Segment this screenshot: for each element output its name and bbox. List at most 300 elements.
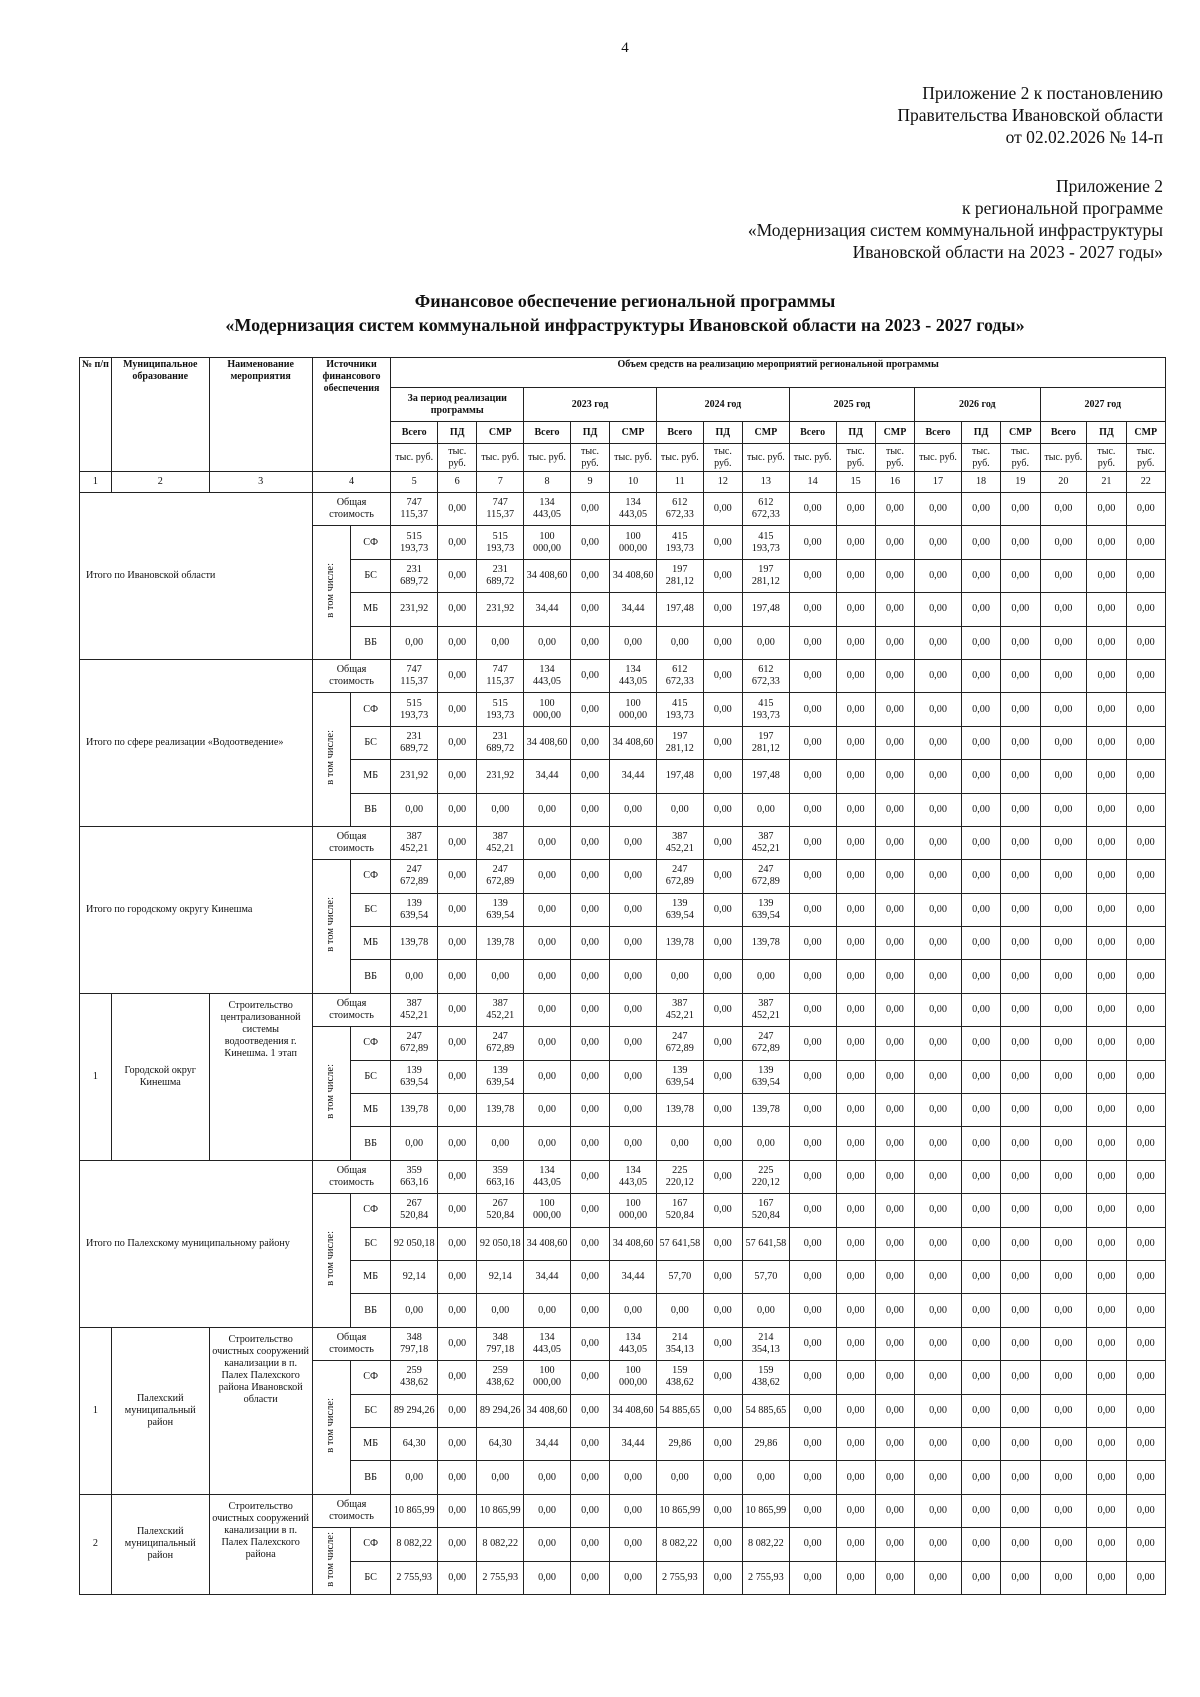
value-cell: 0,00 — [1040, 659, 1087, 692]
value-cell: 0,00 — [524, 1294, 571, 1327]
row-number: 1 — [80, 993, 112, 1160]
value-cell: 0,00 — [1040, 960, 1087, 993]
header-sub: Всего — [524, 422, 571, 444]
value-cell: 0,00 — [875, 1528, 914, 1561]
value-cell: 0,00 — [961, 559, 1000, 592]
value-cell: 0,00 — [1126, 526, 1165, 559]
value-cell: 0,00 — [1087, 726, 1126, 759]
value-cell: 0,00 — [656, 960, 703, 993]
value-cell: 0,00 — [1126, 1160, 1165, 1193]
value-cell: 0,00 — [743, 1294, 790, 1327]
value-cell: 0,00 — [656, 1461, 703, 1494]
header-sub: СМР — [477, 422, 524, 444]
value-cell: 0,00 — [836, 626, 875, 659]
value-cell: 197,48 — [743, 760, 790, 793]
source-label: СФ — [350, 1194, 390, 1227]
header-sub: Всего — [391, 422, 438, 444]
value-cell: 0,00 — [1087, 526, 1126, 559]
value-cell: 0,00 — [703, 1461, 742, 1494]
value-cell: 0,00 — [438, 793, 477, 826]
value-cell: 92,14 — [477, 1260, 524, 1293]
value-cell: 0,00 — [1001, 1127, 1040, 1160]
value-cell: 0,00 — [438, 593, 477, 626]
value-cell: 0,00 — [391, 1461, 438, 1494]
value-cell: 0,00 — [961, 960, 1000, 993]
value-cell: 0,00 — [438, 1394, 477, 1427]
value-cell: 0,00 — [524, 793, 571, 826]
value-cell: 0,00 — [789, 1528, 836, 1561]
value-cell: 0,00 — [570, 1427, 609, 1460]
source-label: ВБ — [350, 1461, 390, 1494]
value-cell: 100 000,00 — [610, 1361, 657, 1394]
value-cell: 0,00 — [836, 1194, 875, 1227]
value-cell: 0,00 — [875, 1494, 914, 1527]
header-sub: ПД — [570, 422, 609, 444]
value-cell: 247 672,89 — [477, 860, 524, 893]
value-cell: 0,00 — [656, 1294, 703, 1327]
value-cell: 387 452,21 — [743, 993, 790, 1026]
value-cell: 0,00 — [961, 860, 1000, 893]
value-cell: 0,00 — [570, 493, 609, 526]
value-cell: 0,00 — [524, 1060, 571, 1093]
value-cell: 0,00 — [915, 860, 962, 893]
value-cell: 0,00 — [789, 927, 836, 960]
value-cell: 0,00 — [1126, 1060, 1165, 1093]
value-cell: 0,00 — [1126, 793, 1165, 826]
value-cell: 0,00 — [1126, 893, 1165, 926]
value-cell: 139 639,54 — [391, 893, 438, 926]
value-cell: 0,00 — [789, 1160, 836, 1193]
column-index: 17 — [915, 472, 962, 493]
value-cell: 225 220,12 — [743, 1160, 790, 1193]
value-cell: 0,00 — [524, 893, 571, 926]
municipality-name: Городской округ Кинешма — [111, 993, 209, 1160]
value-cell: 0,00 — [1001, 593, 1040, 626]
value-cell: 0,00 — [1040, 1094, 1087, 1127]
value-cell: 34 408,60 — [610, 726, 657, 759]
page-number: 4 — [621, 40, 629, 56]
in-total-label — [312, 1361, 350, 1495]
value-cell: 0,00 — [789, 559, 836, 592]
value-cell: 0,00 — [1040, 1427, 1087, 1460]
value-cell: 0,00 — [1001, 826, 1040, 859]
value-cell: 0,00 — [570, 893, 609, 926]
value-cell: 0,00 — [915, 526, 962, 559]
value-cell: 612 672,33 — [656, 493, 703, 526]
value-cell: 0,00 — [915, 1160, 962, 1193]
column-index: 3 — [209, 472, 312, 493]
value-cell: 0,00 — [477, 1294, 524, 1327]
value-cell: 0,00 — [477, 793, 524, 826]
value-cell: 0,00 — [703, 559, 742, 592]
value-cell: 0,00 — [915, 493, 962, 526]
value-cell: 0,00 — [438, 860, 477, 893]
value-cell: 247 672,89 — [477, 1027, 524, 1060]
value-cell: 0,00 — [1087, 860, 1126, 893]
value-cell: 34 408,60 — [610, 1394, 657, 1427]
value-cell: 0,00 — [789, 1060, 836, 1093]
value-cell: 0,00 — [875, 1260, 914, 1293]
value-cell: 139 639,54 — [656, 1060, 703, 1093]
column-index: 4 — [312, 472, 391, 493]
value-cell: 0,00 — [915, 793, 962, 826]
value-cell: 0,00 — [1001, 659, 1040, 692]
source-total-label: Общая стоимость — [312, 1160, 391, 1193]
source-label: БС — [350, 1060, 390, 1093]
value-cell: 0,00 — [789, 826, 836, 859]
value-cell: 100 000,00 — [524, 526, 571, 559]
financing-table — [79, 357, 1166, 1595]
value-cell: 0,00 — [656, 626, 703, 659]
value-cell: 415 193,73 — [656, 526, 703, 559]
source-total-label: Общая стоимость — [312, 493, 391, 526]
value-cell: 0,00 — [1040, 1494, 1087, 1527]
value-cell: 231 689,72 — [391, 726, 438, 759]
value-cell: 0,00 — [1126, 1027, 1165, 1060]
value-cell: 0,00 — [836, 693, 875, 726]
value-cell: 0,00 — [875, 1094, 914, 1127]
appendix-resolution-reference — [897, 82, 1163, 148]
value-cell: 0,00 — [1126, 860, 1165, 893]
value-cell: 0,00 — [1087, 1094, 1126, 1127]
value-cell: 0,00 — [1087, 1461, 1126, 1494]
value-cell: 0,00 — [1040, 826, 1087, 859]
value-cell: 0,00 — [961, 993, 1000, 1026]
value-cell: 0,00 — [789, 1227, 836, 1260]
value-cell: 0,00 — [789, 1127, 836, 1160]
value-cell: 57,70 — [656, 1260, 703, 1293]
value-cell: 34 408,60 — [524, 559, 571, 592]
value-cell: 0,00 — [875, 960, 914, 993]
total-label: Итого по городскому округу Кинешма — [80, 826, 313, 993]
in-total-text: в том числе: — [325, 1231, 337, 1286]
row-number: 1 — [80, 1327, 112, 1494]
value-cell: 0,00 — [1040, 1361, 1087, 1394]
source-total-label: Общая стоимость — [312, 1327, 391, 1360]
value-cell: 0,00 — [703, 1361, 742, 1394]
value-cell: 167 520,84 — [743, 1194, 790, 1227]
appendix-line: Приложение 2 — [1055, 176, 1163, 196]
value-cell: 0,00 — [610, 1060, 657, 1093]
value-cell: 0,00 — [961, 1561, 1000, 1594]
value-cell: 34,44 — [524, 1260, 571, 1293]
value-cell: 0,00 — [438, 526, 477, 559]
value-cell: 34,44 — [524, 1427, 571, 1460]
value-cell: 0,00 — [875, 1027, 914, 1060]
value-cell: 0,00 — [789, 626, 836, 659]
value-cell: 0,00 — [789, 793, 836, 826]
value-cell: 34,44 — [610, 1427, 657, 1460]
value-cell: 8 082,22 — [477, 1528, 524, 1561]
appendix-line: «Модернизация систем коммунальной инфраструктуры — [747, 220, 1163, 240]
value-cell: 0,00 — [1087, 1194, 1126, 1227]
total-label: Итого по Палехскому муниципальному району — [80, 1160, 313, 1327]
value-cell: 139 639,54 — [391, 1060, 438, 1093]
value-cell: 0,00 — [1126, 593, 1165, 626]
value-cell: 0,00 — [961, 659, 1000, 692]
value-cell: 0,00 — [1087, 626, 1126, 659]
value-cell: 0,00 — [836, 927, 875, 960]
value-cell: 2 755,93 — [477, 1561, 524, 1594]
header-year: 2024 год — [656, 388, 789, 422]
value-cell: 0,00 — [836, 726, 875, 759]
value-cell: 0,00 — [836, 1494, 875, 1527]
value-cell: 0,00 — [703, 1127, 742, 1160]
value-cell: 0,00 — [789, 726, 836, 759]
column-index: 8 — [524, 472, 571, 493]
value-cell: 0,00 — [961, 893, 1000, 926]
value-cell: 100 000,00 — [610, 526, 657, 559]
value-cell: 0,00 — [836, 860, 875, 893]
table-row — [80, 1494, 1166, 1527]
value-cell: 0,00 — [1126, 1294, 1165, 1327]
value-cell: 0,00 — [915, 1227, 962, 1260]
appendix-line: Приложение 2 к постановлению — [922, 83, 1163, 103]
value-cell: 139 639,54 — [477, 1060, 524, 1093]
value-cell: 0,00 — [875, 1294, 914, 1327]
value-cell: 0,00 — [789, 1194, 836, 1227]
value-cell: 231,92 — [391, 593, 438, 626]
value-cell: 139 639,54 — [743, 1060, 790, 1093]
value-cell: 0,00 — [438, 1094, 477, 1127]
value-cell: 0,00 — [524, 1094, 571, 1127]
table-row — [80, 493, 1166, 526]
value-cell: 0,00 — [1001, 1260, 1040, 1293]
value-cell: 0,00 — [1001, 626, 1040, 659]
value-cell: 0,00 — [570, 760, 609, 793]
value-cell: 0,00 — [570, 1327, 609, 1360]
value-cell: 0,00 — [570, 593, 609, 626]
source-label: МБ — [350, 1427, 390, 1460]
value-cell: 0,00 — [438, 559, 477, 592]
value-cell: 0,00 — [1040, 793, 1087, 826]
value-cell: 0,00 — [961, 760, 1000, 793]
value-cell: 0,00 — [610, 1528, 657, 1561]
value-cell: 0,00 — [1001, 1461, 1040, 1494]
value-cell: 0,00 — [1040, 1260, 1087, 1293]
value-cell: 0,00 — [789, 1427, 836, 1460]
value-cell: 0,00 — [1126, 1260, 1165, 1293]
value-cell: 0,00 — [1040, 1561, 1087, 1594]
value-cell: 0,00 — [1126, 760, 1165, 793]
value-cell: 0,00 — [836, 1060, 875, 1093]
column-index: 7 — [477, 472, 524, 493]
value-cell: 0,00 — [703, 793, 742, 826]
value-cell: 0,00 — [703, 960, 742, 993]
value-cell: 0,00 — [570, 793, 609, 826]
value-cell: 0,00 — [1001, 1528, 1040, 1561]
value-cell: 0,00 — [703, 1494, 742, 1527]
value-cell: 0,00 — [836, 1127, 875, 1160]
header-sub: ПД — [1087, 422, 1126, 444]
value-cell: 34 408,60 — [524, 1394, 571, 1427]
column-index: 11 — [656, 472, 703, 493]
value-cell: 0,00 — [836, 1528, 875, 1561]
value-cell: 0,00 — [1001, 1294, 1040, 1327]
value-cell: 0,00 — [610, 1461, 657, 1494]
value-cell: 247 672,89 — [743, 1027, 790, 1060]
source-label: БС — [350, 726, 390, 759]
value-cell: 100 000,00 — [524, 1361, 571, 1394]
value-cell: 0,00 — [836, 559, 875, 592]
value-cell: 0,00 — [1087, 559, 1126, 592]
value-cell: 0,00 — [570, 659, 609, 692]
value-cell: 0,00 — [438, 993, 477, 1026]
value-cell: 0,00 — [1040, 1294, 1087, 1327]
value-cell: 54 885,65 — [743, 1394, 790, 1427]
value-cell: 0,00 — [915, 659, 962, 692]
value-cell: 0,00 — [789, 1294, 836, 1327]
value-cell: 0,00 — [1126, 726, 1165, 759]
value-cell: 0,00 — [961, 927, 1000, 960]
value-cell: 0,00 — [1087, 1394, 1126, 1427]
column-index: 13 — [743, 472, 790, 493]
value-cell: 359 663,16 — [391, 1160, 438, 1193]
value-cell: 0,00 — [703, 1194, 742, 1227]
value-cell: 0,00 — [570, 1394, 609, 1427]
value-cell: 0,00 — [1040, 1227, 1087, 1260]
value-cell: 0,00 — [961, 1361, 1000, 1394]
value-cell: 0,00 — [836, 659, 875, 692]
value-cell: 0,00 — [524, 860, 571, 893]
in-total-text: в том числе: — [325, 1064, 337, 1119]
header-unit: тыс. руб. — [570, 444, 609, 472]
value-cell: 64,30 — [391, 1427, 438, 1460]
value-cell: 0,00 — [1001, 1327, 1040, 1360]
value-cell: 34 408,60 — [610, 559, 657, 592]
header-unit: тыс. руб. — [524, 444, 571, 472]
value-cell: 0,00 — [438, 1060, 477, 1093]
value-cell: 612 672,33 — [743, 659, 790, 692]
value-cell: 159 438,62 — [656, 1361, 703, 1394]
total-label: Итого по сфере реализации «Водоотведение» — [80, 659, 313, 826]
value-cell: 0,00 — [477, 1127, 524, 1160]
value-cell: 0,00 — [789, 1561, 836, 1594]
column-index: 15 — [836, 472, 875, 493]
header-sub: ПД — [703, 422, 742, 444]
value-cell: 0,00 — [1126, 1394, 1165, 1427]
value-cell: 0,00 — [1040, 1160, 1087, 1193]
value-cell: 0,00 — [703, 593, 742, 626]
header-unit: тыс. руб. — [1126, 444, 1165, 472]
value-cell: 0,00 — [703, 1528, 742, 1561]
value-cell: 0,00 — [1126, 1127, 1165, 1160]
value-cell: 0,00 — [438, 726, 477, 759]
value-cell: 0,00 — [961, 693, 1000, 726]
value-cell: 0,00 — [1087, 1361, 1126, 1394]
value-cell: 0,00 — [961, 826, 1000, 859]
value-cell: 0,00 — [570, 559, 609, 592]
value-cell: 0,00 — [438, 693, 477, 726]
value-cell: 0,00 — [1001, 1027, 1040, 1060]
value-cell: 0,00 — [391, 793, 438, 826]
value-cell: 0,00 — [1087, 760, 1126, 793]
value-cell: 0,00 — [961, 1194, 1000, 1227]
in-total-label — [312, 1528, 350, 1595]
value-cell: 10 865,99 — [743, 1494, 790, 1527]
value-cell: 387 452,21 — [391, 993, 438, 1026]
table-row — [80, 993, 1166, 1026]
value-cell: 0,00 — [836, 760, 875, 793]
value-cell: 0,00 — [1001, 1427, 1040, 1460]
value-cell: 0,00 — [789, 526, 836, 559]
value-cell: 0,00 — [743, 626, 790, 659]
value-cell: 515 193,73 — [391, 693, 438, 726]
value-cell: 0,00 — [836, 1394, 875, 1427]
value-cell: 387 452,21 — [656, 826, 703, 859]
value-cell: 0,00 — [836, 993, 875, 1026]
value-cell: 0,00 — [1087, 493, 1126, 526]
value-cell: 0,00 — [570, 860, 609, 893]
header-unit: тыс. руб. — [1087, 444, 1126, 472]
value-cell: 0,00 — [1087, 826, 1126, 859]
header-unit: тыс. руб. — [789, 444, 836, 472]
value-cell: 134 443,05 — [524, 659, 571, 692]
source-label: СФ — [350, 1027, 390, 1060]
value-cell: 29,86 — [656, 1427, 703, 1460]
value-cell: 0,00 — [1087, 1160, 1126, 1193]
appendix-program-reference — [748, 175, 1163, 263]
value-cell: 0,00 — [915, 626, 962, 659]
header-num: № п/п — [80, 358, 112, 472]
value-cell: 197 281,12 — [743, 559, 790, 592]
value-cell: 134 443,05 — [610, 493, 657, 526]
value-cell: 0,00 — [703, 1294, 742, 1327]
appendix-line: от 02.02.2026 № 14-п — [1005, 127, 1163, 147]
header-sub: Всего — [656, 422, 703, 444]
value-cell: 0,00 — [915, 1561, 962, 1594]
value-cell: 0,00 — [1001, 1561, 1040, 1594]
value-cell: 0,00 — [703, 726, 742, 759]
in-total-label — [312, 526, 350, 660]
value-cell: 348 797,18 — [477, 1327, 524, 1360]
value-cell: 0,00 — [875, 1394, 914, 1427]
value-cell: 0,00 — [570, 1227, 609, 1260]
value-cell: 0,00 — [875, 1561, 914, 1594]
value-cell: 0,00 — [875, 927, 914, 960]
value-cell: 0,00 — [915, 1427, 962, 1460]
value-cell: 259 438,62 — [477, 1361, 524, 1394]
value-cell: 0,00 — [915, 693, 962, 726]
value-cell: 0,00 — [1040, 1127, 1087, 1160]
value-cell: 0,00 — [1126, 493, 1165, 526]
value-cell: 747 115,37 — [477, 493, 524, 526]
value-cell: 0,00 — [789, 1260, 836, 1293]
value-cell: 0,00 — [1001, 960, 1040, 993]
value-cell: 0,00 — [743, 1127, 790, 1160]
value-cell: 0,00 — [1087, 1528, 1126, 1561]
value-cell: 0,00 — [438, 1027, 477, 1060]
value-cell: 0,00 — [836, 793, 875, 826]
value-cell: 0,00 — [789, 1327, 836, 1360]
value-cell: 2 755,93 — [743, 1561, 790, 1594]
in-total-text: в том числе: — [325, 563, 337, 619]
value-cell: 0,00 — [875, 1194, 914, 1227]
value-cell: 0,00 — [1087, 593, 1126, 626]
value-cell: 0,00 — [915, 960, 962, 993]
value-cell: 0,00 — [570, 626, 609, 659]
value-cell: 415 193,73 — [743, 526, 790, 559]
header-sub: ПД — [961, 422, 1000, 444]
value-cell: 231 689,72 — [391, 559, 438, 592]
value-cell: 0,00 — [961, 1461, 1000, 1494]
value-cell: 0,00 — [836, 1227, 875, 1260]
value-cell: 231,92 — [391, 760, 438, 793]
value-cell: 387 452,21 — [477, 993, 524, 1026]
value-cell: 0,00 — [915, 1027, 962, 1060]
value-cell: 0,00 — [1001, 793, 1040, 826]
value-cell: 0,00 — [610, 826, 657, 859]
